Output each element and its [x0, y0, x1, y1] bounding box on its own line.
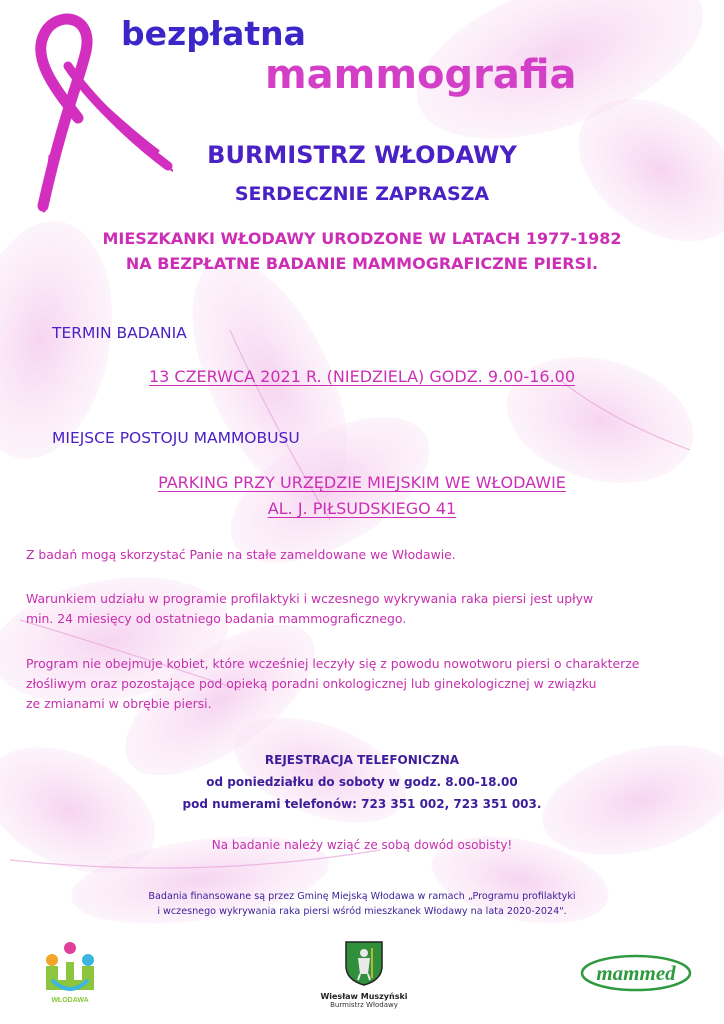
exam-date-label: TERMIN BADANIA: [52, 324, 187, 342]
mammed-logo-text: mammed: [596, 961, 676, 985]
title-mammography: mammografia: [265, 52, 577, 98]
invitation-line-2: NA BEZPŁATNE BADANIE MAMMOGRAFICZNE PIERSI.: [125, 254, 599, 273]
info-paragraph-1: [26, 545, 716, 565]
title-free: bezpłatna: [121, 14, 306, 53]
registration-title: REJESTRACJA TELEFONICZNA: [264, 753, 460, 767]
info-p2-line-1: Warunkiem udziału w programie profilaktyki i wczesnego wykrywania raka piersi jest upływ: [26, 591, 594, 606]
invites-heading: SERDECZNIE ZAPRASZA: [234, 183, 490, 205]
mammed-logo: [574, 953, 692, 993]
host-heading: BURMISTRZ WŁODAWY: [207, 141, 517, 169]
registration-hours: od poniedziałku do soboty w godz. 8.00-18.00: [206, 775, 518, 789]
info-p1: Z badań mogą skorzystać Panie na stałe zameldowane we Włodawie.: [26, 547, 456, 562]
info-p3-line-3: ze zmianami w obrębie piersi.: [26, 696, 212, 711]
info-p2-line-2: min. 24 miesięcy od ostatniego badania mammograficznego.: [26, 611, 407, 626]
registration-block: [0, 749, 724, 815]
location-label: MIEJSCE POSTOJU MAMMOBUSU: [52, 429, 300, 447]
registration-phones: pod numerami telefonów: 723 351 002, 723 351 003.: [182, 797, 542, 811]
invitation-line-1: MIESZKANKI WŁODAWY URODZONE W LATACH 1977-1982: [102, 229, 622, 248]
signer: [300, 992, 428, 1009]
town-crest-icon: [344, 940, 384, 986]
signer-name: Wiesław Muszyński: [320, 992, 408, 1001]
exam-date: 13 CZERWCA 2021 R. (NIEDZIELA) GODZ. 9.00-16.00: [148, 367, 576, 386]
id-card-note: Na badanie należy wziąć ze sobą dowód osobisty!: [211, 838, 513, 852]
funding-note: [0, 889, 724, 919]
funding-line-1: Badania finansowane są przez Gminę Miejską Włodawa w ramach „Programu profilaktyki: [148, 891, 576, 902]
info-p3-line-1: Program nie obejmuje kobiet, które wcześniej leczyły się z powodu nowotworu piersi o charakterze: [26, 656, 640, 671]
info-paragraph-3: [26, 654, 716, 714]
funding-line-2: i wczesnego wykrywania raka piersi wśród mieszkanek Włodawy na lata 2020-2024".: [157, 906, 567, 917]
signer-role: Burmistrz Włodawy: [330, 1001, 398, 1009]
wlodawa-logo: [40, 940, 100, 1010]
wlodawa-logo-text: WŁODAWA: [51, 997, 89, 1004]
location-line-2: AL. J. PIŁSUDSKIEGO 41: [267, 499, 457, 518]
info-paragraph-2: [26, 589, 716, 629]
location-line-1: PARKING PRZY URZĘDZIE MIEJSKIM WE WŁODAWIE: [158, 473, 566, 492]
info-p3-line-2: złośliwym oraz pozostające pod opieką poradni onkologicznej lub ginekologicznej w związku: [26, 676, 597, 691]
